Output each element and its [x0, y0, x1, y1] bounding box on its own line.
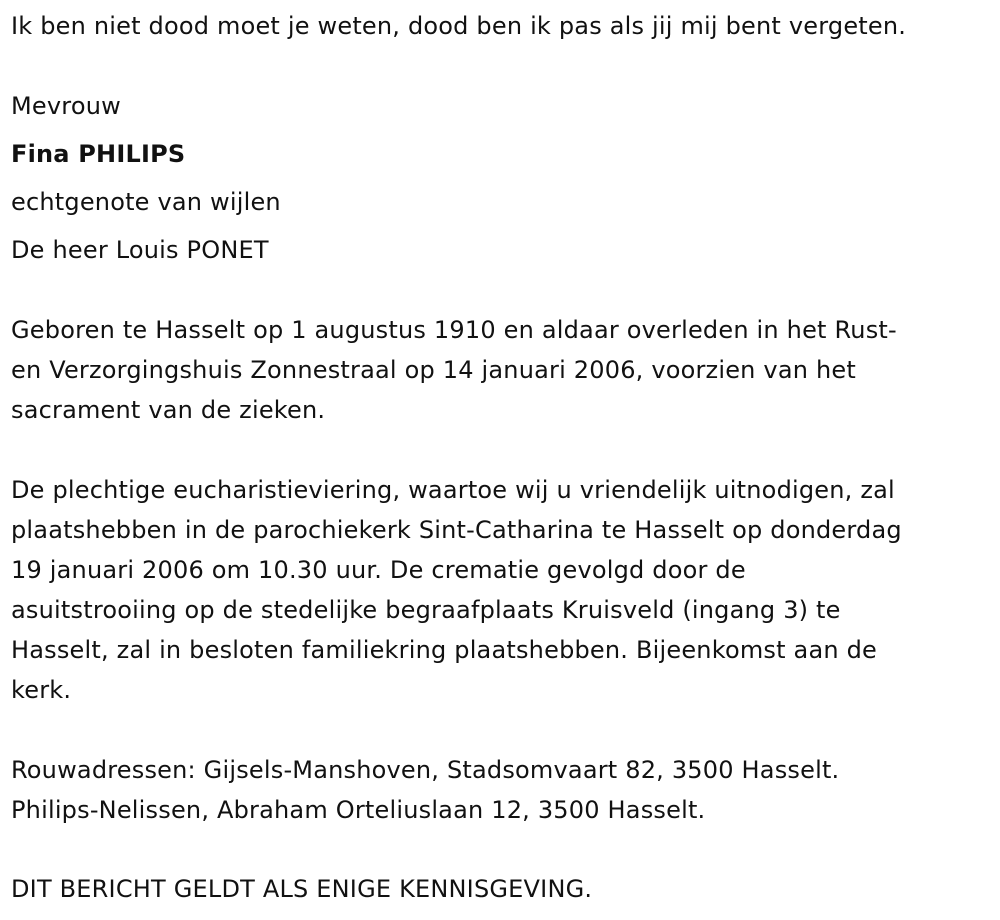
birth-death-paragraph	[11, 310, 996, 430]
paragraph-line: plaatshebben in de parochiekerk Sint-Catharina te Hasselt op donderdag	[11, 516, 902, 544]
paragraph-line: 19 januari 2006 om 10.30 uur. De crematie gevolgd door de	[11, 556, 746, 584]
paragraph-line: Geboren te Hasselt op 1 augustus 1910 en aldaar overleden in het Rust-	[11, 316, 897, 344]
paragraph-line: Hasselt, zal in besloten familiekring plaatshebben. Bijeenkomst aan de	[11, 636, 878, 664]
ceremony-paragraph	[11, 470, 996, 710]
paragraph-line: kerk.	[11, 676, 72, 704]
motto-text: Ik ben niet dood moet je weten, dood ben ik pas als jij mij bent vergeten.	[11, 12, 907, 40]
spouse-name: De heer Louis PONET	[11, 236, 269, 264]
relation-text: echtgenote van wijlen	[11, 188, 281, 216]
paragraph-line: De plechtige eucharistieviering, waartoe wij u vriendelijk uitnodigen, zal	[11, 476, 895, 504]
address-line: Rouwadressen: Gijsels-Manshoven, Stadsomvaart 82, 3500 Hasselt.	[11, 756, 840, 784]
notice-text: DIT BERICHT GELDT ALS ENIGE KENNISGEVING.	[11, 875, 593, 903]
addresses-paragraph	[11, 750, 996, 830]
address-line: Philips-Nelissen, Abraham Orteliuslaan 12, 3500 Hasselt.	[11, 796, 706, 824]
title-text: Mevrouw	[11, 92, 121, 120]
paragraph-line: asuitstrooiing op de stedelijke begraafplaats Kruisveld (ingang 3) te	[11, 596, 841, 624]
paragraph-line: en Verzorgingshuis Zonnestraal op 14 januari 2006, voorzien van het	[11, 356, 856, 384]
paragraph-line: sacrament van de zieken.	[11, 396, 326, 424]
deceased-name: Fina PHILIPS	[11, 140, 186, 168]
